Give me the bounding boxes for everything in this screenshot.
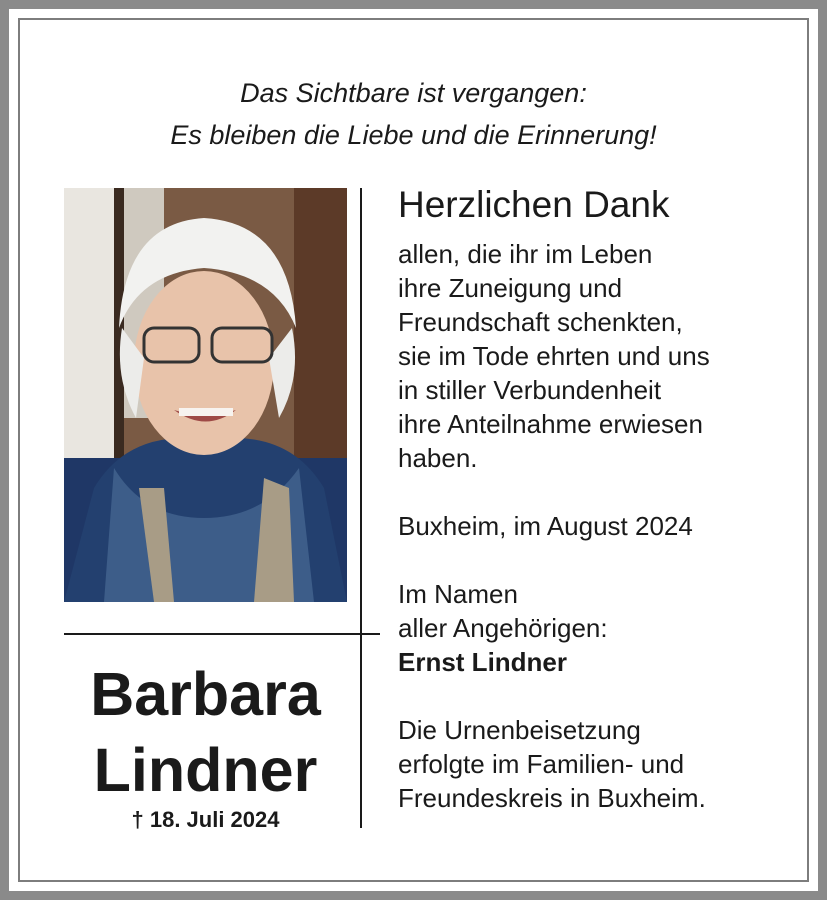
- place-date: Buxheim, im August 2024: [398, 511, 693, 541]
- motto-line-2: Es bleiben die Liebe und die Erinnerung!: [170, 120, 657, 150]
- thanks-heading: Herzlichen Dank: [398, 184, 670, 225]
- on-behalf-line-2: aller Angehörigen:: [398, 613, 608, 643]
- motto: [20, 72, 807, 156]
- thanks-line: sie im Tode ehrten und uns: [398, 341, 710, 371]
- death-date: † 18. Juli 2024: [131, 807, 280, 832]
- thanks-line: ihre Anteilnahme erwiesen: [398, 409, 703, 439]
- portrait-photo: [64, 188, 347, 602]
- burial-line: Freundeskreis in Buxheim.: [398, 783, 706, 813]
- thanks-line: Freundschaft schenkten,: [398, 307, 683, 337]
- thanks-line: ihre Zuneigung und: [398, 273, 623, 303]
- first-name: Barbara: [90, 660, 321, 728]
- burial-line: Die Urnenbeisetzung: [398, 715, 641, 745]
- motto-line-1: Das Sichtbare ist vergangen:: [240, 78, 587, 108]
- signer-name: Ernst Lindner: [398, 647, 568, 677]
- vertical-divider: [360, 188, 362, 828]
- thanks-line: allen, die ihr im Leben: [398, 239, 653, 269]
- thanks-section: [398, 183, 798, 815]
- deceased-name: [64, 656, 347, 808]
- thanks-line: haben.: [398, 443, 478, 473]
- horizontal-divider: [64, 633, 380, 635]
- on-behalf-line-1: Im Namen: [398, 579, 518, 609]
- portrait-illustration: [64, 188, 347, 602]
- thanks-text: [398, 237, 798, 815]
- obituary-inner-frame: [18, 18, 809, 882]
- thanks-line: in stiller Verbundenheit: [398, 375, 662, 405]
- obituary-card: [9, 9, 818, 891]
- burial-line: erfolgte im Familien- und: [398, 749, 685, 779]
- last-name: Lindner: [93, 736, 318, 804]
